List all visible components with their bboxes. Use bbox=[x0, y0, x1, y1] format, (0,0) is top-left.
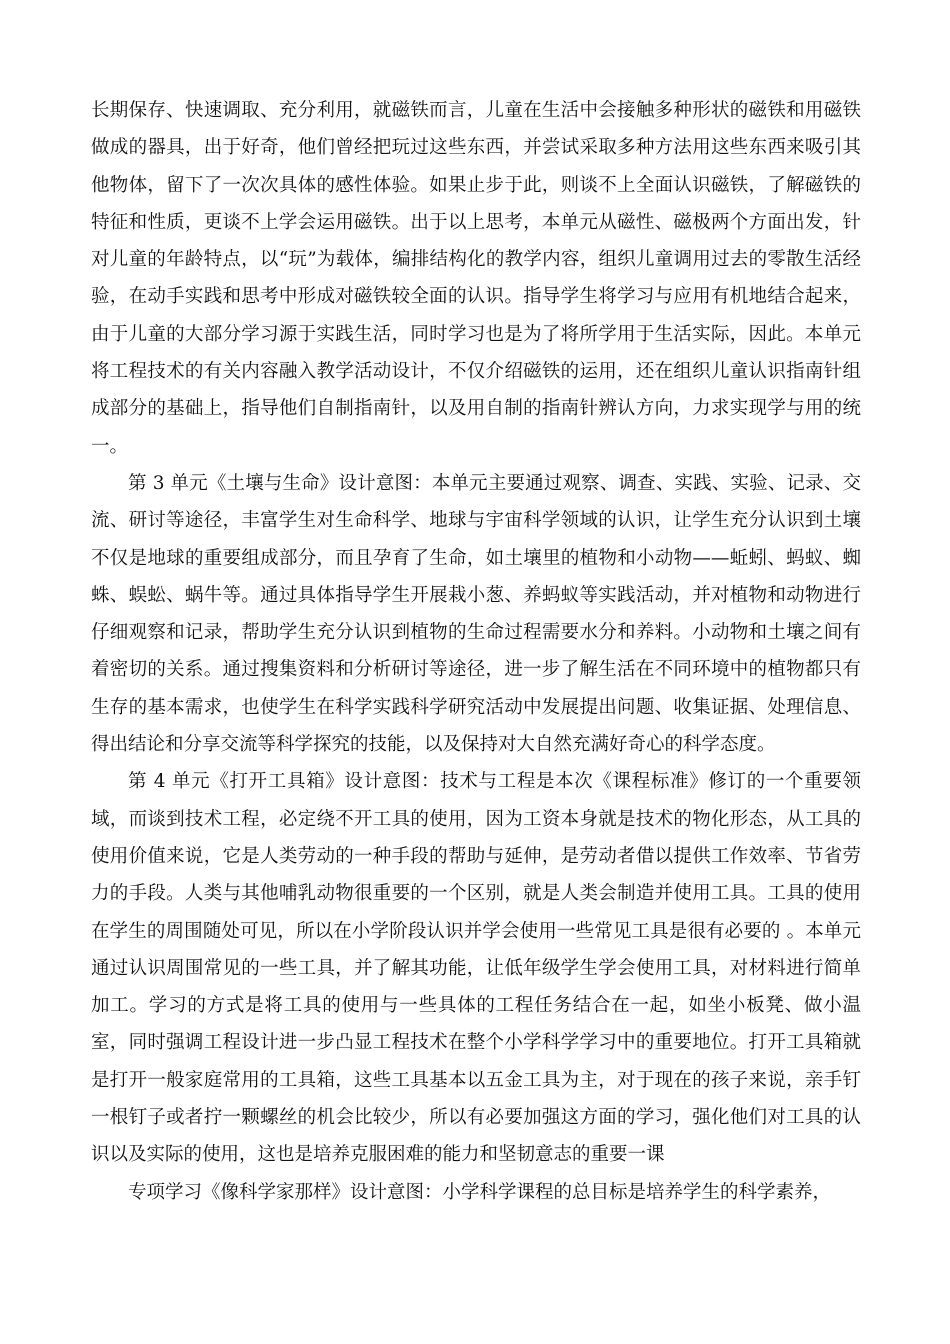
document-page bbox=[91, 92, 861, 1211]
paragraph-unit-4-toolbox: 第 4 单元《打开工具箱》设计意图：技术与工程是本次《课程标准》修订的一个重要领域，而谈到技术工程，必定绕不开工具的使用，因为工资本身就是技术的物化形态，从工具的使用价值来说，它是人类劳动的一种手段的帮助与延伸，是劳动者借以提供工作效率、节省劳力的手段。人类与其他哺乳动物很重要的一个区别，就是人类会制造并使用工具。工具的使用在学生的周围随处可见，所以在小学阶段认识并学会使用一些常见工具是很有必要的 。本单元通过认识周围常见的一些工具，并了解其功能，让低年级学生学会使用工具，对材料进行简单加工。学习的方式是将工具的使用与一些具体的工程任务结合在一起，如坐小板凳、做小温室，同时强调工程设计进一步凸显工程技术在整个小学科学学习中的重要地位。打开工具箱就是打开一般家庭常用的工具箱，这些工具基本以五金工具为主，对于现在的孩子来说，亲手钉一根钉子或者拧一颗螺丝的机会比较少，所以有必要加强这方面的学习，强化他们对工具的认识以及实际的使用，这也是培养克服困难的能力和坚韧意志的重要一课 bbox=[91, 771, 861, 1166]
paragraph-special-study-scientist: 专项学习《像科学家那样》设计意图：小学科学课程的总目标是培养学生的科学素养， bbox=[128, 1181, 832, 1203]
paragraph-unit-3-soil-and-life: 第 3 单元《土壤与生命》设计意图：本单元主要通过观察、调查、实践、实验、记录、交流、研讨等途径，丰富学生对生命科学、地球与宇宙科学领域的认识，让学生充分认识到土壤不仅是地球的重要组成部分，而且孕育了生命，如土壤里的植物和小动物——蚯蚓、蚂蚁、蜘蛛、蜈蚣、蜗牛等。通过具体指导学生开展栽小葱、养蚂蚁等实践活动，并对植物和动物进行仔细观察和记录，帮助学生充分认识到植物的生命过程需要水分和养料。小动物和土壤之间有着密切的关系。通过搜集资料和分析研讨等途径，进一步了解生活在不同环境中的植物都只有生存的基本需求，也使学生在科学实践科学研究活动中发展提出问题、收集证据、处理信息、得出结论和分享交流等科学探究的技能，以及保持对大自然充满好奇心的科学态度。 bbox=[91, 472, 861, 756]
paragraph-magnet-continuation: 长期保存、快速调取、充分利用，就磁铁而言，儿童在生活中会接触多种形状的磁铁和用磁铁做成的器具，出于好奇，他们曾经把玩过这些东西，并尝试采取多种方法用这些东西来吸引其他物体，留下了一次次具体的感性体验。如果止步于此，则谈不上全面认识磁铁，了解磁铁的特征和性质，更谈不上学会运用磁铁。出于以上思考，本单元从磁性、磁极两个方面出发，针对儿童的年龄特点，以“玩”为载体，编排结构化的教学内容，组织儿童调用过去的零散生活经验，在动手实践和思考中形成对磁铁较全面的认识。指导学生将学习与应用有机地结合起来，由于儿童的大部分学习源于实践生活，同时学习也是为了将所学用于生活实际，因此。本单元将工程技术的有关内容融入教学活动设计，不仅介绍磁铁的运用，还在组织儿童认识指南针组成部分的基础上，指导他们自制指南针，以及用自制的指南针辨认方向，力求实现学与用的统一。 bbox=[91, 100, 861, 457]
